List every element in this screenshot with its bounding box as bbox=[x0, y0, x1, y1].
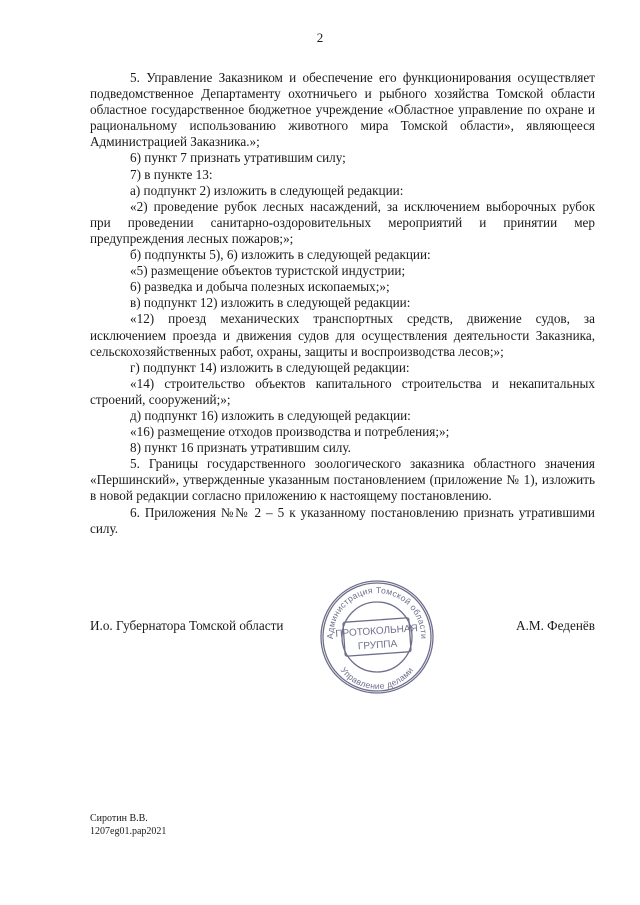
stamp-ring-text-bottom: Управление делами bbox=[338, 665, 416, 692]
stamp-center-line-2: ГРУППА bbox=[357, 638, 398, 653]
paragraph: 5. Управление Заказником и обеспечение его функционирования осуществляет подведомственное Департаменту охотничьего и рыбного хозяйства Томской области областное государственное бюджетное учреждение «Областное управление по охране и рациональному использованию животного мира Томской области», являющееся Администрацией Заказника.»; bbox=[90, 70, 595, 150]
paragraph: «2) проведение рубок лесных насаждений, за исключением выборочных рубок при проведении санитарно-оздоровительных мероприятий и принятии мер предупреждения лесных пожаров;»; bbox=[90, 198, 595, 246]
stamp-ring-text-top: Администрация Томской области bbox=[324, 584, 430, 640]
official-stamp bbox=[318, 578, 436, 696]
footer bbox=[90, 812, 166, 838]
paragraph: «12) проезд механических транспортных средств, движение судов, за исключением проезда и движения судов для осуществления деятельности Заказника, сельскохозяйственных работ, охраны, защиты и воспроизводства лесов;»; bbox=[90, 311, 595, 359]
paragraph: 6) пункт 7 признать утратившим силу; bbox=[130, 150, 346, 166]
footer-author: Сиротин В.В. bbox=[90, 813, 148, 824]
footer-file-code: 1207eg01.pap2021 bbox=[90, 826, 167, 837]
paragraph: 7) в пункте 13: bbox=[130, 166, 213, 182]
signatory-name: А.М. Феденёв bbox=[516, 618, 595, 633]
document-body bbox=[90, 70, 595, 537]
paragraph: 8) пункт 16 признать утратившим силу. bbox=[130, 440, 351, 456]
paragraph: д) подпункт 16) изложить в следующей редакции: bbox=[130, 407, 411, 423]
paragraph: «14) строительство объектов капитального строительства и некапитальных строений, сооружений;»; bbox=[90, 375, 595, 407]
paragraph: 6) разведка и добыча полезных ископаемых;»; bbox=[130, 279, 390, 295]
paragraph: 6. Приложения №№ 2 – 5 к указанному постановлению признать утратившими силу. bbox=[90, 504, 595, 536]
signatory-position: И.о. Губернатора Томской области bbox=[90, 618, 284, 633]
paragraph: в) подпункт 12) изложить в следующей редакции: bbox=[130, 295, 411, 311]
page-number: 2 bbox=[316, 30, 324, 45]
paragraph: г) подпункт 14) изложить в следующей редакции: bbox=[130, 359, 410, 375]
paragraph: «5) размещение объектов туристской индустрии; bbox=[130, 263, 406, 279]
paragraph: «16) размещение отходов производства и потребления;»; bbox=[130, 424, 450, 440]
paragraph: а) подпункт 2) изложить в следующей редакции: bbox=[130, 182, 404, 198]
paragraph: 5. Границы государственного зоологического заказника областного значения «Першинский», утвержденные указанным постановлением (приложение № 1), изложить в новой редакции согласно приложению к настоящему постановлению. bbox=[90, 456, 595, 504]
stamp-center-line-1: ПРОТОКОЛЬНАЯ bbox=[335, 623, 419, 640]
paragraph: б) подпункты 5), 6) изложить в следующей редакции: bbox=[130, 247, 431, 263]
